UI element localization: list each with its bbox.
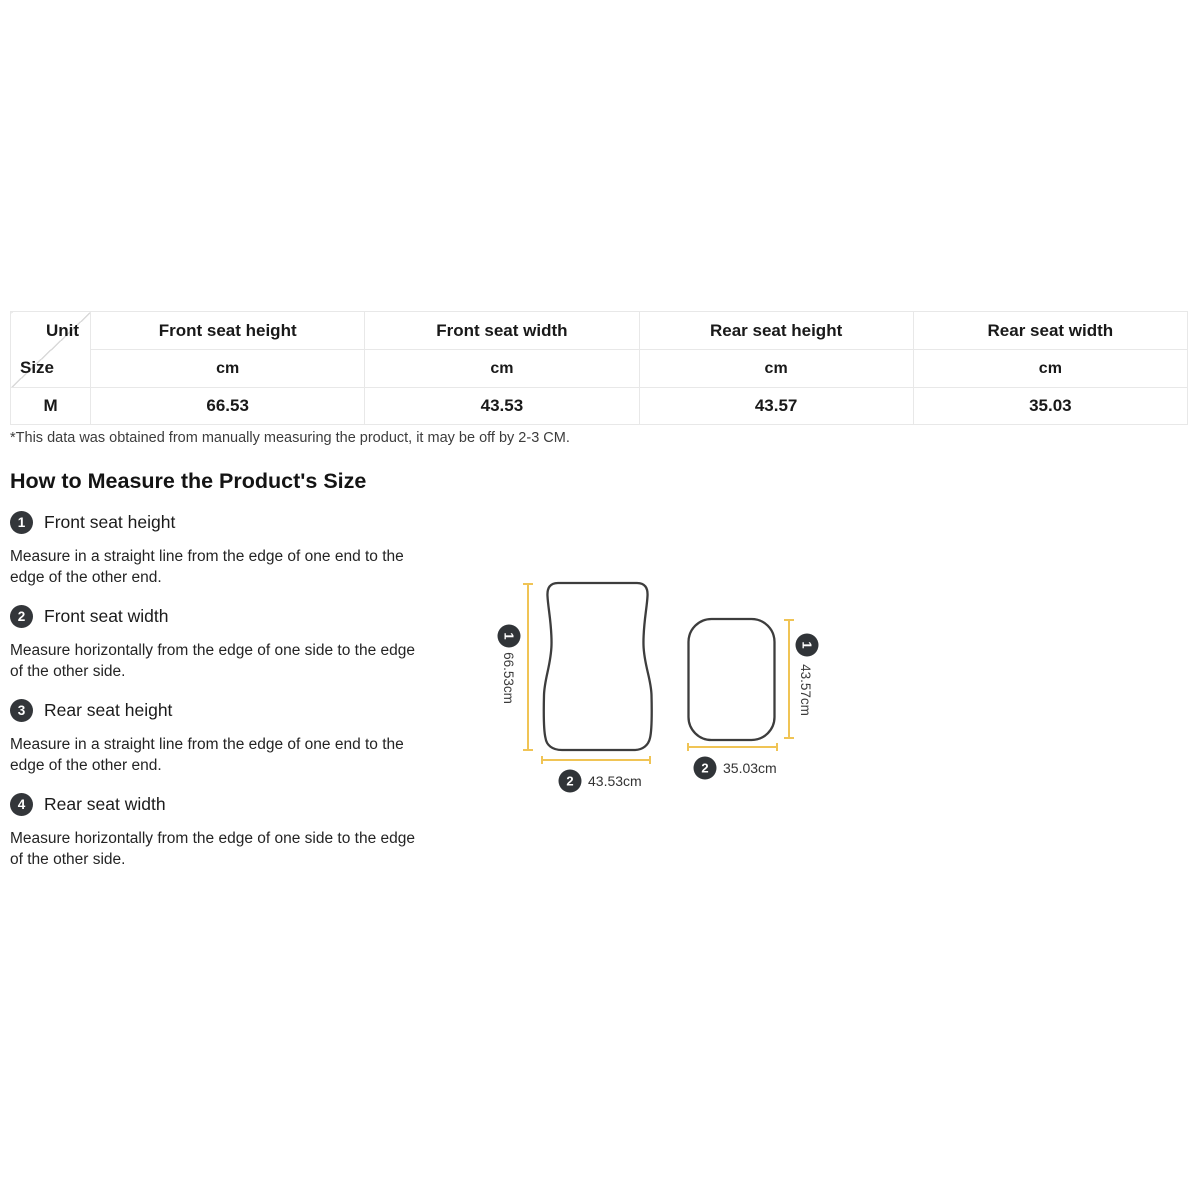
front-width-dimension-line: [542, 756, 650, 764]
item-title: Rear seat height: [44, 700, 173, 720]
column-header-rear-seat-height: Rear seat height: [639, 312, 913, 350]
table-header-row: [11, 312, 1188, 350]
badge-number: 1: [501, 632, 517, 640]
table-size-m-row: [11, 388, 1188, 425]
front-height-value-label: 66.53cm: [501, 652, 517, 704]
rear-width-value-label: 35.03cm: [723, 760, 777, 777]
measurement-disclaimer: *This data was obtained from manually measuring the product, it may be off by 2-3 CM.: [10, 430, 570, 446]
corner-size-label: Size: [20, 358, 55, 377]
section-title: How to Measure the Product's Size: [10, 469, 367, 493]
badge-number: 2: [701, 760, 709, 776]
rear-height-value-label: 43.57cm: [798, 664, 814, 716]
badge-number: 1: [799, 641, 815, 649]
item-title: Front seat height: [44, 512, 176, 532]
value-rear-seat-height: 43.57: [639, 388, 913, 425]
item-description: Measure in a straight line from the edge of one end to the edge of the other end.: [10, 548, 404, 586]
table-corner-cell: [11, 312, 91, 388]
measure-item-front-seat-width: [10, 605, 424, 682]
unit-cell: cm: [639, 350, 913, 388]
step-3-badge: 3: [10, 699, 33, 722]
value-front-seat-width: 43.53: [365, 388, 639, 425]
corner-unit-label: Unit: [46, 321, 80, 340]
how-to-measure-section: [10, 469, 424, 870]
step-2-badge: 2: [10, 605, 33, 628]
step-4-badge: 4: [10, 793, 33, 816]
front-height-badge: [498, 625, 521, 648]
value-rear-seat-width: 35.03: [913, 388, 1187, 425]
size-table: [10, 311, 1188, 425]
item-header: [10, 605, 424, 628]
item-description: Measure in a straight line from the edge of one end to the edge of the other end.: [10, 736, 404, 774]
measure-item-rear-seat-width: [10, 793, 424, 870]
badge-number: 2: [566, 773, 574, 789]
rear-width-badge: [694, 757, 717, 780]
size-row-label: M: [11, 388, 91, 425]
front-height-dimension-line: [523, 584, 533, 750]
item-header: [10, 699, 424, 722]
rear-height-dimension-line: [784, 620, 794, 738]
rear-mat-outline: [689, 619, 775, 740]
front-width-badge: [559, 770, 582, 793]
column-header-front-seat-height: Front seat height: [91, 312, 365, 350]
unit-cell: cm: [365, 350, 639, 388]
item-description: Measure horizontally from the edge of one side to the edge of the other side.: [10, 830, 415, 868]
measure-item-front-seat-height: [10, 511, 424, 588]
item-header: [10, 793, 424, 816]
value-front-seat-height: 66.53: [91, 388, 365, 425]
measurement-diagram: [480, 560, 840, 800]
column-header-front-seat-width: Front seat width: [365, 312, 639, 350]
item-header: [10, 511, 424, 534]
front-width-value-label: 43.53cm: [588, 773, 642, 790]
measure-item-rear-seat-height: [10, 699, 424, 776]
unit-cell: cm: [91, 350, 365, 388]
item-title: Rear seat width: [44, 794, 166, 814]
column-header-rear-seat-width: Rear seat width: [913, 312, 1187, 350]
item-title: Front seat width: [44, 606, 169, 626]
table-unit-row: [11, 350, 1188, 388]
rear-height-badge: [796, 634, 819, 657]
front-mat-outline: [544, 583, 652, 750]
step-1-badge: 1: [10, 511, 33, 534]
rear-width-dimension-line: [688, 743, 777, 751]
item-description: Measure horizontally from the edge of one side to the edge of the other side.: [10, 642, 415, 680]
unit-cell: cm: [913, 350, 1187, 388]
